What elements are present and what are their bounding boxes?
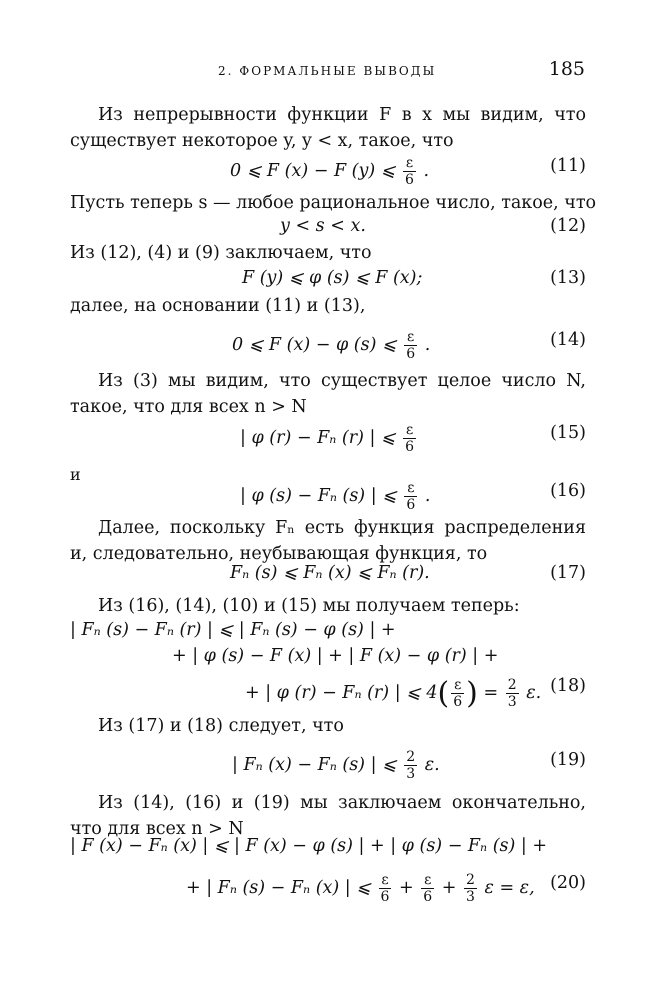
equation-20-line-1 xyxy=(70,828,586,866)
eq18b-expr: + | φ (s) − F (x) | + | F (x) − φ (r) | + xyxy=(172,646,499,666)
eq16-expr: | φ (s) − Fₙ (s) | ⩽ xyxy=(240,486,397,506)
eq17-expr: Fₙ (s) ⩽ Fₙ (x) ⩽ Fₙ (r). xyxy=(230,563,430,583)
eq13-label: (13) xyxy=(550,268,586,288)
eq18-label: (18) xyxy=(550,676,586,696)
eq19-expr: | Fₙ (x) − Fₙ (s) | ⩽ xyxy=(232,755,397,775)
eq17-label: (17) xyxy=(550,563,586,583)
equation-17 xyxy=(70,555,586,593)
equation-15 xyxy=(70,415,586,453)
paragraph-6: Далее, поскольку Fₙ есть функция распределения и, следовательно, неубывающая функция, то xyxy=(70,518,586,564)
eq13-expr: F (y) ⩽ φ (s) ⩽ F (x); xyxy=(242,268,423,288)
paragraph-1: Из непрерывности функции F в x мы видим, что существует некоторое y, y < x, такое, что xyxy=(70,105,586,151)
equation-20-line-2: + | Fₙ (s) − Fₙ (x) | ⩽ $\frac{\varepsilon}{6}$ + $\frac{\varepsilon}{6}$ + $\frac{2}{3}$ ε = ε, (20) xyxy=(186,872,586,905)
eq20a-expr: | F (x) − Fₙ (x) | ⩽ | F (x) − φ (s) | + | φ (s) − Fₙ (s) | + xyxy=(70,836,548,856)
eq20-fraction-2: $\frac{\varepsilon}{6}$ xyxy=(423,872,433,905)
eq16-fraction: $\frac{\varepsilon}{6}$ xyxy=(406,480,416,513)
eq16-label: (16) xyxy=(550,481,586,501)
eq18-fraction-1: $\frac{\varepsilon}{6}$ xyxy=(453,677,463,710)
eq15-expr: | φ (r) − Fₙ (r) | ⩽ xyxy=(240,428,396,448)
equation-14: 0 ⩽ F (x) − φ (s) ⩽ $\frac{\varepsilon}{6}$ . (14) xyxy=(232,329,586,362)
eq14-fraction: $\frac{\varepsilon}{6}$ xyxy=(406,329,416,362)
eq11-expr: 0 ⩽ F (x) − F (y) ⩽ xyxy=(230,161,396,181)
eq12-expr: y < s < x. xyxy=(280,216,366,236)
page-number: 185 xyxy=(548,58,585,80)
equation-16: | φ (s) − Fₙ (s) | ⩽ $\frac{\varepsilon}{6}$ . (16) xyxy=(240,480,586,513)
eq11-label: (11) xyxy=(550,156,586,176)
equation-19: | Fₙ (x) − Fₙ (s) | ⩽ $\frac{2}{3}$ ε. (19) xyxy=(232,749,586,782)
page-header xyxy=(0,58,653,88)
eq14-label: (14) xyxy=(550,330,586,350)
running-title: 2. ФОРМАЛЬНЫЕ ВЫВОДЫ xyxy=(218,64,437,78)
eq20-label: (20) xyxy=(550,873,586,893)
eq19-fraction: $\frac{2}{3}$ xyxy=(406,749,416,782)
eq18a-expr: | Fₙ (s) − Fₙ (r) | ⩽ | Fₙ (s) − φ (s) | + xyxy=(70,620,396,640)
paragraph-7: Из (16), (14), (10) и (15) мы получаем теперь: xyxy=(98,596,520,616)
paragraph-8: Из (17) и (18) следует, что xyxy=(98,716,344,736)
paragraph-9: Из (14), (16) и (19) мы заключаем окончательно, что для всех n > N xyxy=(70,793,586,839)
eq20-fraction-1: $\frac{\varepsilon}{6}$ xyxy=(380,872,390,905)
conjunction-and: и xyxy=(70,465,81,484)
equation-11: 0 ⩽ F (x) − F (y) ⩽ $\frac{\varepsilon}{6}$ . (11) xyxy=(230,155,586,188)
eq20b-expr: + | Fₙ (s) − Fₙ (x) | ⩽ xyxy=(186,878,371,898)
paragraph-5: Из (3) мы видим, что существует целое число N, такое, что для всех n > N xyxy=(70,371,586,417)
equation-18-line-3: + | φ (r) − Fₙ (r) | ⩽ 4( $\frac{\varepsilon}{6}$ ) = $\frac{2}{3}$ ε. (18) xyxy=(245,676,586,711)
eq14-expr: 0 ⩽ F (x) − φ (s) ⩽ xyxy=(232,335,397,355)
eq11-fraction: $\frac{\varepsilon}{6}$ xyxy=(405,155,414,188)
eq18c-expr: + | φ (r) − Fₙ (r) | ⩽ 4 xyxy=(245,683,438,703)
eq15-label: (15) xyxy=(550,423,586,443)
eq19-label: (19) xyxy=(550,750,586,770)
paragraph-2: Пусть теперь s — любое рациональное число, такое, что xyxy=(70,193,597,213)
eq15-fraction: $\frac{\varepsilon}{6}$ xyxy=(405,422,415,455)
eq12-label: (12) xyxy=(550,216,586,236)
paragraph-4: далее, на основании (11) и (13), xyxy=(70,296,366,316)
eq18-fraction-2: $\frac{2}{3}$ xyxy=(507,677,517,710)
paragraph-3: Из (12), (4) и (9) заключаем, что xyxy=(70,243,372,263)
eq20-fraction-3: $\frac{2}{3}$ xyxy=(466,872,475,905)
